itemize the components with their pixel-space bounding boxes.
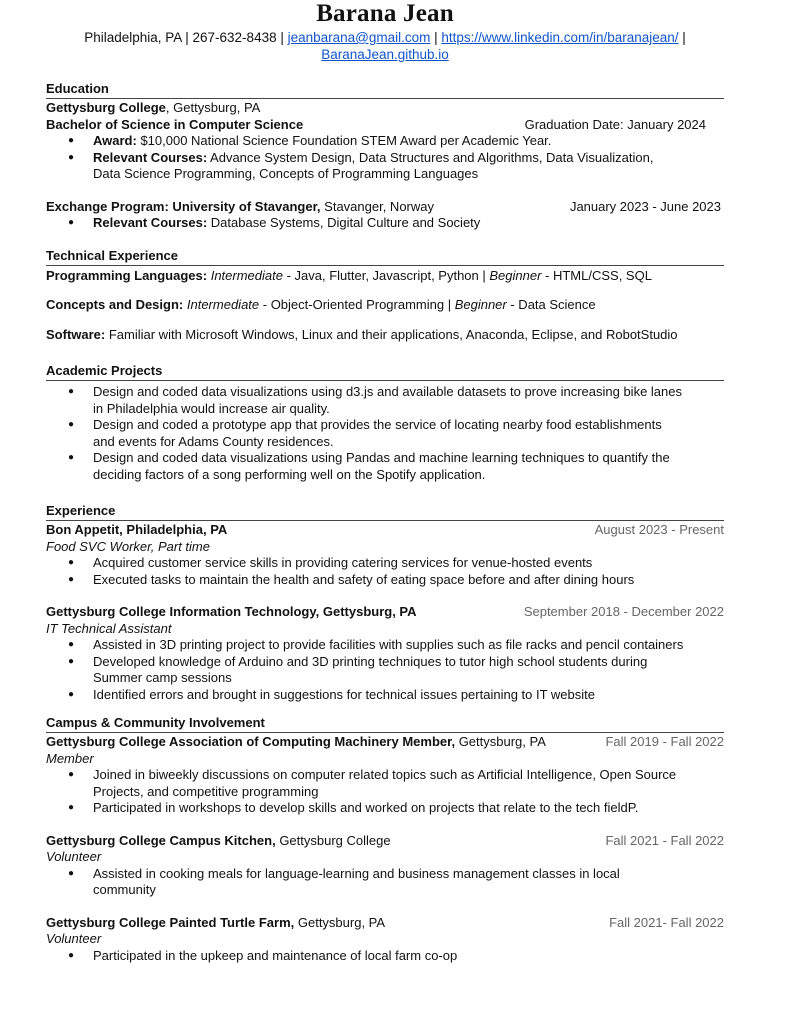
exchange-bullets [46, 215, 724, 232]
bullet-label: Relevant Courses: [93, 215, 208, 230]
school-location: , Gettysburg, PA [165, 100, 261, 115]
list-item: ● Acquired customer service skills in providing catering services for venue-hosted events [46, 555, 724, 572]
label: Programming Languages: [46, 267, 208, 283]
involvement-org: Gettysburg College Campus Kitchen, [46, 832, 276, 848]
website-link[interactable]: BaranaJean.github.io [321, 47, 449, 62]
list-item: ● Joined in biweekly discussions on computer related topics such as Artificial Intelligence, Open Source Projects, and competitive programming [46, 767, 724, 800]
involvement-role: Volunteer [46, 849, 102, 864]
graduation-date: Graduation Date: January 2024 [524, 116, 706, 132]
bullet-text: Advance System Design, Data Structures and Algorithms, Data Visualization, Data Science Programming, Concepts of Programming Languages [93, 149, 654, 181]
involvement-dates: Fall 2021- Fall 2022 [609, 914, 724, 930]
school-name: Gettysburg College [46, 100, 166, 115]
involvement-org: Gettysburg College Association of Computing Machinery Member, [46, 734, 456, 749]
job-org: Gettysburg College Information Technology, Gettysburg, PA [46, 604, 417, 619]
involvement-header [46, 734, 724, 751]
job-bullets [46, 637, 724, 703]
list-item: ● Executed tasks to maintain the health and safety of eating space before and after dining hours [46, 572, 724, 589]
degree-line [46, 117, 724, 134]
involvement-role: Member [46, 750, 94, 766]
involvement-role: Volunteer [46, 931, 102, 946]
bullet-label: Relevant Courses: [93, 149, 208, 165]
list-item: ● Identified errors and brought in suggestions for technical issues pertaining to IT website [46, 687, 724, 704]
list-item [46, 215, 724, 232]
skills: - Data Science [506, 297, 596, 312]
list-item: ● Participated in workshops to develop skills and worked on projects that relate to the tech fieldP. [46, 800, 724, 817]
job-header [46, 522, 724, 539]
separator: | [430, 30, 442, 45]
list-item [46, 133, 724, 150]
list-item: ● Design and coded data visualizations using Pandas and machine learning techniques to quantify the deciding factors of a song performing well on the Spotify application. [46, 450, 724, 483]
job-role: Food SVC Worker, Part time [46, 538, 210, 554]
location-phone: Philadelphia, PA | 267-632-8438 | [84, 30, 288, 45]
exchange-dates: January 2023 - June 2023 [569, 198, 721, 214]
candidate-name: Barana Jean [316, 0, 454, 27]
degree: Bachelor of Science in Computer Science [46, 116, 304, 132]
list-item: ● Design and coded data visualizations using d3.js and available datasets to prove increasing bike lanes in Philadelphia would increase air quality. [46, 384, 724, 417]
resume-page [46, 0, 724, 964]
section-title-experience: Experience [46, 503, 724, 521]
list-item: ● Assisted in cooking meals for language-learning and business management classes in local community [46, 866, 724, 899]
section-title-projects: Academic Projects [46, 363, 724, 381]
involvement-header [46, 915, 724, 932]
concepts-design [46, 297, 724, 314]
involvement-dates: Fall 2021 - Fall 2022 [605, 832, 724, 848]
skills: - HTML/CSS, SQL [541, 267, 652, 283]
skills: Familiar with Microsoft Windows, Linux and their applications, Anaconda, Eclipse, and RobotStudio [105, 326, 678, 342]
involvement-bullets [46, 948, 724, 965]
job-header [46, 604, 724, 621]
involvement-location: Gettysburg, PA [455, 734, 546, 749]
school-line [46, 100, 724, 117]
list-item: ● Assisted in 3D printing project to provide facilities with supplies such as file racks and pencil containers [46, 637, 724, 654]
job-dates: August 2023 - Present [594, 522, 724, 537]
bullet-label: Award: [93, 133, 137, 148]
skills: - Java, Flutter, Javascript, Python | [282, 267, 490, 283]
programming-languages [46, 268, 724, 285]
involvement-org: Gettysburg College Painted Turtle Farm, [46, 914, 295, 930]
education-bullets [46, 133, 724, 183]
label: Software: [46, 326, 106, 342]
software [46, 327, 724, 344]
exchange-line [46, 199, 724, 216]
label: Concepts and Design: [46, 297, 184, 312]
involvement-location: Gettysburg, PA [294, 914, 386, 930]
involvement-header [46, 833, 724, 850]
list-item: ● Participated in the upkeep and maintenance of local farm co-op [46, 948, 724, 965]
email-link[interactable]: jeanbarana@gmail.com [287, 30, 431, 45]
section-title-education: Education [46, 81, 724, 99]
job-dates: September 2018 - December 2022 [523, 604, 724, 619]
bullet-text: Database Systems, Digital Culture and Society [207, 215, 481, 230]
list-item: ● Design and coded a prototype app that provides the service of locating nearby food establishments and events for Adams County residences. [46, 417, 724, 450]
section-title-technical: Technical Experience [46, 248, 724, 266]
job-role: IT Technical Assistant [46, 620, 172, 636]
job-org: Bon Appetit, Philadelphia, PA [46, 522, 228, 537]
exchange-program: Exchange Program: University of Stavanger, [46, 198, 321, 214]
separator: | [678, 30, 686, 45]
level: Beginner [454, 297, 507, 312]
exchange-location: Stavanger, Norway [320, 198, 434, 214]
linkedin-link[interactable]: https://www.linkedin.com/in/baranajean/ [441, 30, 679, 45]
involvement-dates: Fall 2019 - Fall 2022 [605, 734, 724, 749]
involvement-bullets [46, 866, 724, 899]
contact-line [46, 29, 724, 63]
project-bullets [46, 384, 724, 483]
level: Intermediate [186, 297, 260, 312]
section-title-involvement: Campus & Community Involvement [46, 715, 724, 733]
involvement-bullets [46, 767, 724, 817]
bullet-text: $10,000 National Science Foundation STEM Award per Academic Year. [136, 133, 552, 148]
involvement-location: Gettysburg College [275, 832, 391, 848]
level: Intermediate [210, 267, 283, 283]
list-item: ● Developed knowledge of Arduino and 3D printing techniques to tutor high school students during Summer camp sessions [46, 654, 724, 687]
level: Beginner [489, 267, 542, 283]
list-item [46, 150, 724, 183]
skills: - Object-Oriented Programming | [259, 297, 455, 312]
job-bullets [46, 555, 724, 588]
